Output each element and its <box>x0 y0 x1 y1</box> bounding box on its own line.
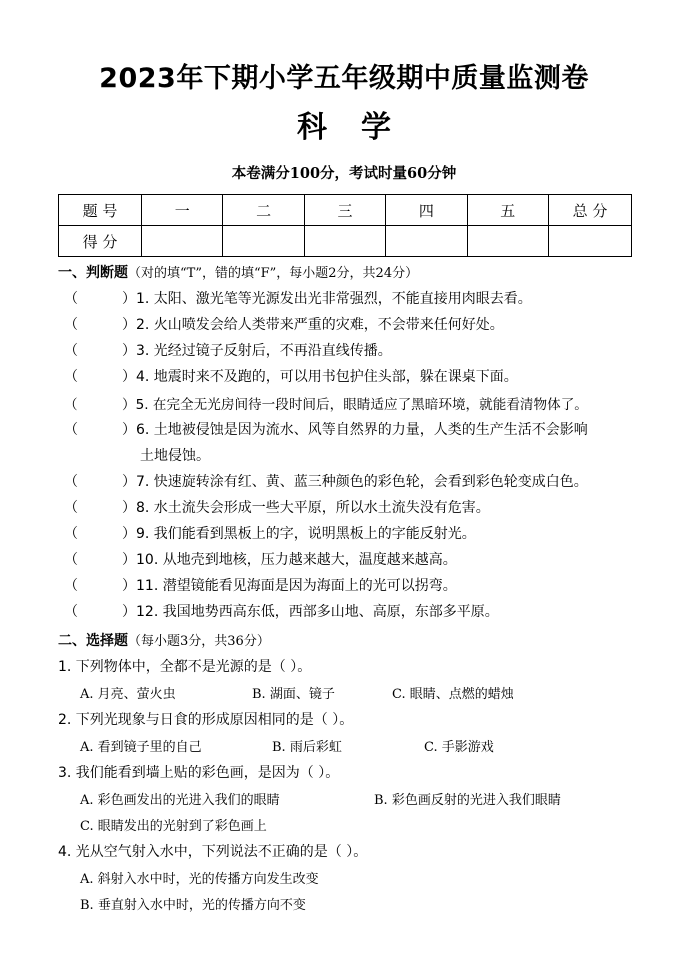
exam-title: 2023年下期小学五年级期中质量监测卷 <box>99 63 589 94</box>
exam-meta: 本卷满分100分，考试时量60分钟 <box>231 165 457 182</box>
list-item-continuation: 土地侵蚀。 <box>140 448 210 464</box>
table-cell: 一 <box>142 195 223 226</box>
answer-paren[interactable]: （ <box>64 474 78 490</box>
score-input-cell[interactable] <box>467 226 548 257</box>
question-text: ）11. 潜望镜能看见海面是因为海面上的光可以拐弯。 <box>122 578 457 594</box>
option-c[interactable]: C. 手影游戏 <box>424 740 494 755</box>
question-text: ）6. 土地被侵蚀是因为流水、风等自然界的力量，人类的生产生活不会影响 <box>122 422 588 438</box>
answer-paren[interactable]: （ <box>64 604 78 620</box>
option-b[interactable]: B. 彩色画反射的光进入我们眼睛 <box>374 793 561 808</box>
question-text: ）3. 光经过镜子反射后，不再沿直线传播。 <box>122 343 392 359</box>
score-input-cell[interactable] <box>304 226 385 257</box>
question-text: ）5. 在完全无光房间待一段时间后，眼睛适应了黑暗环境，就能看清物体了。 <box>122 397 588 413</box>
answer-paren[interactable]: （ <box>64 578 78 594</box>
list-item <box>64 497 490 517</box>
section-heading <box>58 262 418 282</box>
option-a[interactable]: A. 斜射入水中时，光的传播方向发生改变 <box>80 872 319 887</box>
score-table <box>58 194 632 257</box>
list-item <box>64 288 532 308</box>
question-1: 1. 下列物体中，全都不是光源的是（ ）。 <box>58 659 312 675</box>
list-item <box>64 393 588 413</box>
section-note: （对的填“T”，错的填“F”，每小题2分，共24分） <box>128 266 419 281</box>
answer-paren[interactable]: （ <box>64 552 78 568</box>
question-text: ）10. 从地壳到地核，压力越来越大，温度越来越高。 <box>122 552 457 568</box>
section-title: 一、判断题 <box>58 265 128 281</box>
question-text: ）12. 我国地势西高东低，西部多山地、高原，东部多平原。 <box>122 604 499 620</box>
option-b[interactable]: B. 雨后彩虹 <box>272 740 342 755</box>
option-b[interactable]: B. 垂直射入水中时，光的传播方向不变 <box>80 898 306 913</box>
list-item <box>64 366 518 386</box>
section-note: （每小题3分，共36分） <box>128 634 270 649</box>
question-text: ）8. 水土流失会形成一些大平原，所以水土流失没有危害。 <box>122 500 490 516</box>
question-text: ）9. 我们能看到黑板上的字，说明黑板上的字能反射光。 <box>122 526 476 542</box>
score-input-cell[interactable] <box>142 226 223 257</box>
answer-paren[interactable]: （ <box>64 317 78 333</box>
list-item <box>64 523 476 543</box>
question-text: ）4. 地震时来不及跑的，可以用书包护住头部，躲在课桌下面。 <box>122 369 518 385</box>
section-title: 二、选择题 <box>58 633 128 649</box>
list-item <box>64 549 457 569</box>
list-item <box>64 575 457 595</box>
option-c[interactable]: C. 眼睛发出的光射到了彩色画上 <box>80 819 267 834</box>
question-text: ）1. 太阳、激光笔等光源发出光非常强烈，不能直接用肉眼去看。 <box>122 291 532 307</box>
answer-paren[interactable]: （ <box>64 369 78 385</box>
answer-paren[interactable]: （ <box>64 526 78 542</box>
score-input-cell[interactable] <box>386 226 467 257</box>
list-item <box>64 471 588 491</box>
table-cell: 二 <box>223 195 304 226</box>
answer-paren[interactable]: （ <box>64 291 78 307</box>
question-2: 2. 下列光现象与日食的形成原因相同的是（ ）。 <box>58 712 354 728</box>
option-a[interactable]: A. 月亮、萤火虫 <box>80 687 176 702</box>
table-cell: 得 分 <box>59 226 142 257</box>
subject-title: 科学 <box>297 110 425 145</box>
list-item <box>64 601 499 621</box>
table-cell: 四 <box>386 195 467 226</box>
table-cell: 五 <box>467 195 548 226</box>
table-cell: 总 分 <box>549 195 632 226</box>
answer-paren[interactable]: （ <box>64 397 78 413</box>
score-input-cell[interactable] <box>549 226 632 257</box>
score-input-cell[interactable] <box>223 226 304 257</box>
section-heading <box>58 630 270 650</box>
question-3: 3. 我们能看到墙上贴的彩色画，是因为（ ）。 <box>58 765 340 781</box>
answer-paren[interactable]: （ <box>64 422 78 438</box>
question-4: 4. 光从空气射入水中，下列说法不正确的是（ ）。 <box>58 844 368 860</box>
list-item <box>64 340 392 360</box>
score-table-score-row <box>59 226 632 257</box>
score-table-header-row <box>59 195 632 226</box>
table-cell: 题 号 <box>59 195 142 226</box>
list-item <box>64 419 588 439</box>
option-c[interactable]: C. 眼睛、点燃的蜡烛 <box>392 687 514 702</box>
answer-paren[interactable]: （ <box>64 500 78 516</box>
question-text: ）2. 火山喷发会给人类带来严重的灾难，不会带来任何好处。 <box>122 317 504 333</box>
option-a[interactable]: A. 看到镜子里的自己 <box>80 740 202 755</box>
option-a[interactable]: A. 彩色画发出的光进入我们的眼睛 <box>80 793 280 808</box>
table-cell: 三 <box>304 195 385 226</box>
option-b[interactable]: B. 湖面、镜子 <box>252 687 335 702</box>
question-text: ）7. 快速旋转涂有红、黄、蓝三种颜色的彩色轮，会看到彩色轮变成白色。 <box>122 474 588 490</box>
list-item <box>64 314 504 334</box>
answer-paren[interactable]: （ <box>64 343 78 359</box>
